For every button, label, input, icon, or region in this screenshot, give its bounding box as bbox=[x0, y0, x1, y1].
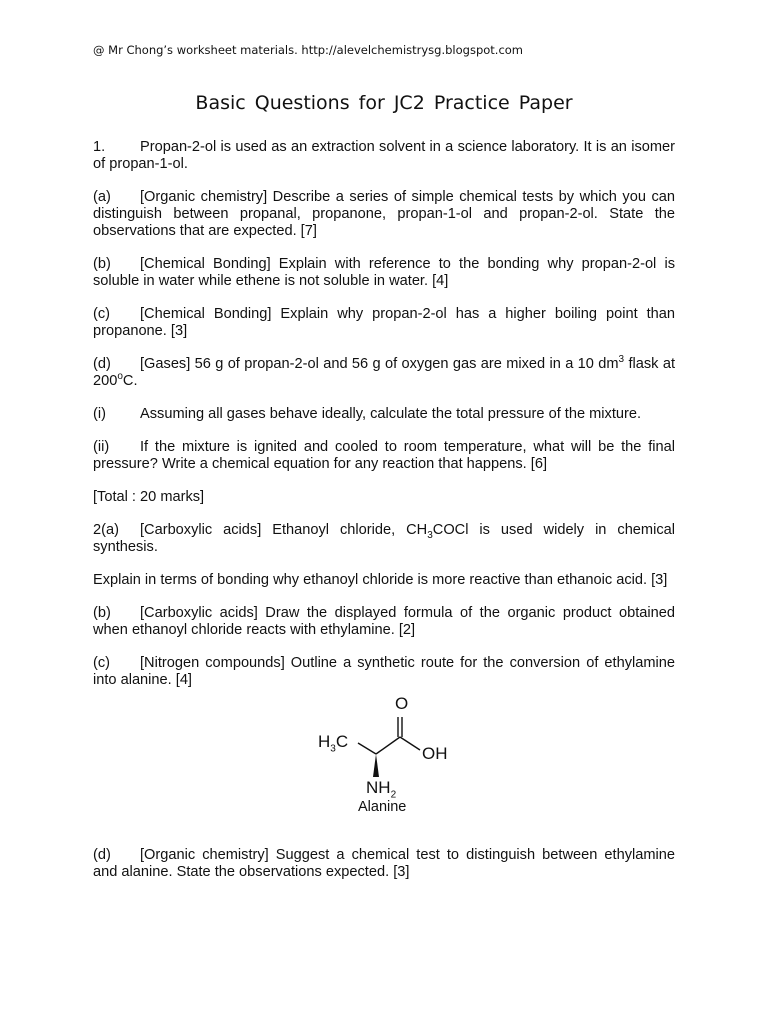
methyl-c: C bbox=[335, 732, 349, 751]
q1-intro bbox=[93, 139, 675, 173]
q1-i-label: (i) bbox=[93, 406, 106, 422]
q1-number: 1. bbox=[93, 139, 106, 155]
q2d-text: [Organic chemistry] Suggest a chemical test to distinguish between ethylamine and alanine. State the observations expected. [3] bbox=[93, 847, 675, 880]
q1-i-text: Assuming all gases behave ideally, calculate the total pressure of the mixture. bbox=[140, 406, 642, 422]
q1d bbox=[93, 356, 675, 390]
q2a-extra: Explain in terms of bonding why ethanoyl chloride is more reactive than ethanoic acid. [3] bbox=[93, 572, 668, 588]
q1a-label: (a) bbox=[93, 189, 111, 205]
hydroxyl-label: OH bbox=[422, 744, 448, 763]
methyl-label bbox=[318, 732, 349, 755]
methyl-subscript: 3 bbox=[330, 743, 336, 755]
q1d-degree: o bbox=[117, 371, 123, 383]
q1-ii-label: (ii) bbox=[93, 439, 110, 455]
q2a-subscript: 3 bbox=[427, 529, 433, 541]
bond-methyl bbox=[358, 743, 376, 754]
q2b-text: [Carboxylic acids] Draw the displayed formula of the organic product obtained when ethanoyl chloride reacts with ethylamine. [2] bbox=[93, 605, 675, 638]
amine-label bbox=[366, 778, 397, 801]
wedge-bond-amine bbox=[373, 754, 379, 777]
bond-carbon-carbonyl bbox=[376, 737, 400, 754]
q1-i bbox=[93, 406, 675, 423]
q1b bbox=[93, 256, 675, 290]
q1b-label: (b) bbox=[93, 256, 111, 272]
q2c-label: (c) bbox=[93, 655, 111, 671]
alanine-structure bbox=[93, 694, 675, 835]
page-header: @ Mr Chong’s worksheet materials. http://alevelchemistrysg.blogspot.com bbox=[93, 43, 524, 57]
methyl-h: H bbox=[318, 732, 331, 751]
q1c-label: (c) bbox=[93, 306, 111, 322]
q2b-label: (b) bbox=[93, 605, 111, 621]
q1b-text: [Chemical Bonding] Explain with reference to the bonding why propan-2-ol is soluble in water while ethene is not soluble in water. [4] bbox=[93, 256, 675, 289]
q1c-text: [Chemical Bonding] Explain why propan-2-ol has a higher boiling point than propanone. [3] bbox=[93, 306, 675, 339]
question-content bbox=[93, 139, 675, 897]
q1d-text-after: C. bbox=[122, 373, 138, 389]
amine-subscript: 2 bbox=[390, 789, 397, 801]
q1d-label: (d) bbox=[93, 356, 111, 372]
q1d-text-before: [Gases] 56 g of propan-2-ol and 56 g of oxygen gas are mixed in a 10 dm bbox=[140, 356, 619, 372]
oxygen-label: O bbox=[395, 694, 409, 713]
q2a-label: 2(a) bbox=[93, 522, 119, 538]
q1c bbox=[93, 306, 675, 340]
q1a bbox=[93, 189, 675, 240]
q1d-superscript: 3 bbox=[618, 354, 625, 366]
q2c bbox=[93, 655, 675, 689]
q2d-label: (d) bbox=[93, 847, 111, 863]
q1-ii-text: If the mixture is ignited and cooled to room temperature, what will be the final pressure? Write a chemical equation for any reaction that happens. [6] bbox=[93, 439, 675, 472]
q2b bbox=[93, 605, 675, 639]
amine-nh: NH bbox=[366, 778, 391, 797]
q2d bbox=[93, 847, 675, 881]
q1d-text-mid: flask at 200 bbox=[93, 356, 675, 389]
q1a-text: [Organic chemistry] Describe a series of simple chemical tests by which you can distinguish between propanal, propanone, propan-1-ol and propan-2-ol. State the observations that are expected. [7] bbox=[93, 189, 675, 239]
structure-caption: Alanine bbox=[358, 799, 407, 815]
q2a bbox=[93, 522, 675, 556]
page-title: Basic Questions for JC2 Practice Paper bbox=[195, 92, 573, 114]
q2a-text-before: [Carboxylic acids] Ethanoyl chloride, CH bbox=[140, 522, 428, 538]
bond-c-oh bbox=[400, 737, 420, 750]
q1-total: [Total : 20 marks] bbox=[93, 489, 205, 505]
q1-intro-text: Propan-2-ol is used as an extraction solvent in a science laboratory. It is an isomer of propan-1-ol. bbox=[93, 139, 675, 172]
q1-ii bbox=[93, 439, 675, 473]
q2c-text: [Nitrogen compounds] Outline a synthetic route for the conversion of ethylamine into alanine. [4] bbox=[93, 655, 675, 688]
q2a-text-after: COCl is used widely in chemical synthesis. bbox=[93, 522, 675, 555]
